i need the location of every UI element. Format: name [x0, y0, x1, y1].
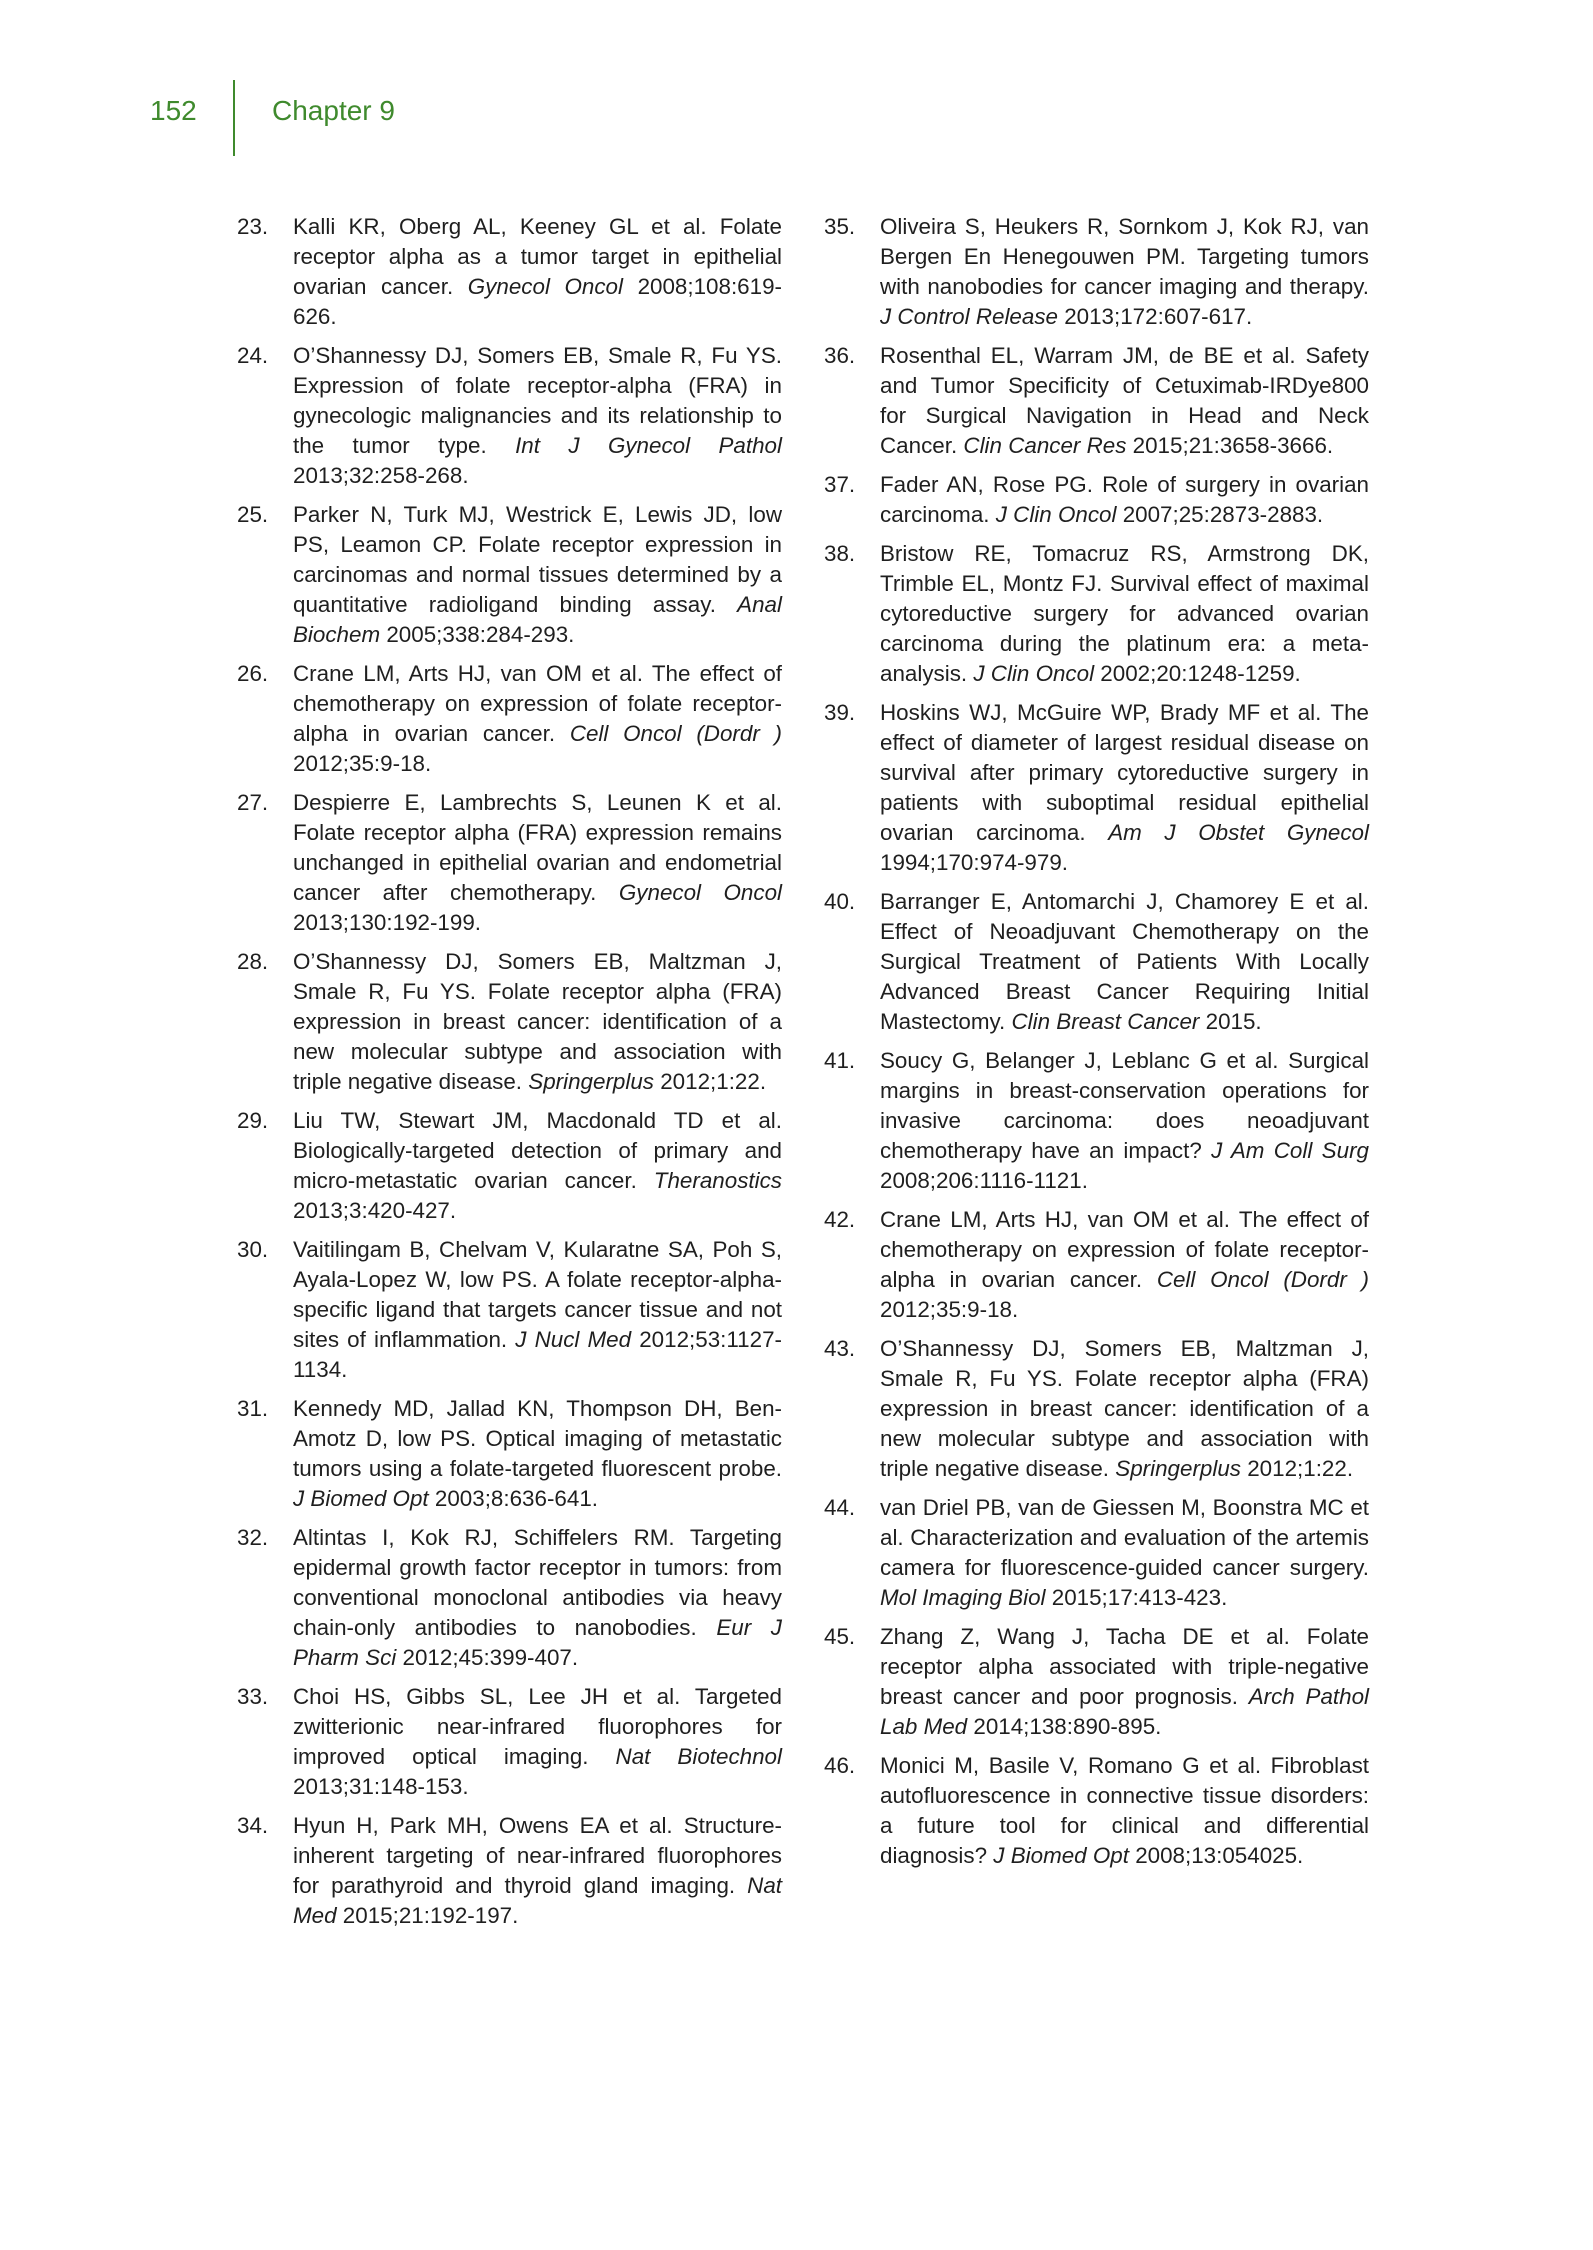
reference-authors-title: Altintas I, Kok RJ, Schiffelers RM. Targeting epidermal growth factor receptor in tumors: from conventional monoclonal antibodies via heavy chain-only antibodies to nanobodies.	[293, 1525, 782, 1640]
reference-journal: Anal Biochem	[293, 592, 782, 647]
reference-citation: 2002;20:1248-1259.	[1100, 661, 1301, 686]
reference-item	[824, 1493, 1369, 1613]
reference-text	[880, 1205, 1369, 1325]
reference-journal: J Clin Oncol	[973, 661, 1095, 686]
page-number: 152	[150, 95, 197, 126]
reference-journal: J Control Release	[880, 304, 1058, 329]
reference-number: 26.	[237, 661, 269, 686]
reference-text	[293, 788, 782, 938]
reference-journal: Theranostics	[653, 1168, 782, 1193]
reference-text	[293, 212, 782, 332]
reference-citation: 2012;53:1127-1134.	[293, 1327, 782, 1382]
reference-text	[880, 1046, 1369, 1196]
reference-citation: 2012;1:22.	[660, 1069, 767, 1094]
reference-text	[880, 1334, 1369, 1484]
reference-citation: 2015;17:413-423.	[1051, 1585, 1228, 1610]
reference-column-left	[237, 212, 782, 1940]
reference-number: 31.	[237, 1396, 269, 1421]
reference-number: 46.	[824, 1753, 856, 1778]
reference-text	[880, 1622, 1369, 1742]
reference-text	[293, 947, 782, 1097]
reference-journal: Eur J Pharm Sci	[293, 1615, 782, 1670]
reference-citation: 2013;32:258-268.	[293, 463, 469, 488]
reference-citation: 2003;8:636-641.	[434, 1486, 598, 1511]
reference-text	[880, 470, 1369, 530]
reference-item	[824, 539, 1369, 689]
reference-authors-title: O’Shannessy DJ, Somers EB, Smale R, Fu YS. Expression of folate receptor-alpha (FRA) in gynecologic malignancies and its relationship to the tumor type.	[293, 343, 782, 458]
reference-journal: Cell Oncol (Dordr )	[569, 721, 782, 746]
reference-journal: Gynecol Oncol	[467, 274, 623, 299]
reference-text	[880, 887, 1369, 1037]
reference-number: 43.	[824, 1336, 856, 1361]
reference-number: 29.	[237, 1108, 269, 1133]
reference-citation: 2008;13:054025.	[1135, 1843, 1304, 1868]
reference-citation: 2008;206:1116-1121.	[880, 1168, 1088, 1193]
reference-number: 40.	[824, 889, 856, 914]
reference-authors-title: Fader AN, Rose PG. Role of surgery in ovarian carcinoma.	[880, 472, 1369, 527]
reference-authors-title: Choi HS, Gibbs SL, Lee JH et al. Targeted zwitterionic near-infrared fluorophores for improved optical imaging.	[293, 1684, 782, 1769]
reference-journal: Arch Pathol Lab Med	[880, 1684, 1370, 1739]
reference-journal: J Am Coll Surg	[1211, 1138, 1369, 1163]
reference-authors-title: van Driel PB, van de Giessen M, Boonstra MC et al. Characterization and evaluation of the artemis camera for fluorescence-guided cancer surgery.	[880, 1495, 1369, 1580]
reference-number: 34.	[237, 1813, 269, 1838]
reference-text	[880, 212, 1369, 332]
reference-text	[293, 1394, 782, 1514]
reference-text	[293, 1682, 782, 1802]
reference-number: 36.	[824, 343, 856, 368]
reference-number: 30.	[237, 1237, 269, 1262]
reference-journal: Nat Med	[293, 1873, 782, 1928]
reference-journal: Clin Cancer Res	[963, 433, 1127, 458]
reference-authors-title: Barranger E, Antomarchi J, Chamorey E et al. Effect of Neoadjuvant Chemotherapy on the Surgical Treatment of Patients With Locally Advanced Breast Cancer Requiring Initial Mastectomy.	[880, 889, 1369, 1034]
reference-item	[824, 341, 1369, 461]
reference-item	[824, 1622, 1369, 1742]
reference-authors-title: Crane LM, Arts HJ, van OM et al. The effect of chemotherapy on expression of folate receptor-alpha in ovarian cancer.	[293, 661, 782, 746]
reference-item	[237, 1682, 782, 1802]
reference-journal: J Biomed Opt	[293, 1486, 429, 1511]
reference-citation: 2013;31:148-153.	[293, 1774, 469, 1799]
reference-item	[237, 341, 782, 491]
reference-journal: Springerplus	[528, 1069, 654, 1094]
reference-citation: 2015;21:192-197.	[342, 1903, 519, 1928]
reference-item	[237, 1811, 782, 1931]
reference-citation: 2015.	[1205, 1009, 1262, 1034]
reference-citation: 2012;35:9-18.	[293, 751, 432, 776]
reference-authors-title: Hyun H, Park MH, Owens EA et al. Structure-inherent targeting of near-infrared fluorophores for parathyroid and thyroid gland imaging.	[293, 1813, 782, 1898]
reference-authors-title: Despierre E, Lambrechts S, Leunen K et al. Folate receptor alpha (FRA) expression remains unchanged in epithelial ovarian and endometrial cancer after chemotherapy.	[293, 790, 782, 905]
reference-text	[880, 539, 1369, 689]
reference-citation: 2014;138:890-895.	[973, 1714, 1162, 1739]
reference-number: 28.	[237, 949, 269, 974]
reference-number: 24.	[237, 343, 269, 368]
reference-journal: Cell Oncol (Dordr )	[1156, 1267, 1369, 1292]
reference-item	[824, 1751, 1369, 1871]
reference-text	[293, 1235, 782, 1385]
reference-item	[237, 1394, 782, 1514]
reference-citation: 2012;45:399-407.	[402, 1645, 579, 1670]
reference-authors-title: Parker N, Turk MJ, Westrick E, Lewis JD, low PS, Leamon CP. Folate receptor expression in carcinomas and normal tissues determined by a quantitative radioligand binding assay.	[293, 502, 782, 617]
reference-item	[237, 500, 782, 650]
reference-journal: Gynecol Oncol	[618, 880, 782, 905]
header-divider	[233, 80, 235, 156]
reference-item	[824, 698, 1369, 878]
reference-citation: 2013;3:420-427.	[293, 1198, 457, 1223]
reference-authors-title: O’Shannessy DJ, Somers EB, Maltzman J, Smale R, Fu YS. Folate receptor alpha (FRA) expression in breast cancer: identification of a new molecular subtype and association with triple negative disease.	[880, 1336, 1369, 1481]
reference-citation: 2008;108:619-626.	[293, 274, 782, 329]
reference-text	[293, 1523, 782, 1673]
reference-number: 39.	[824, 700, 856, 725]
reference-authors-title: O’Shannessy DJ, Somers EB, Maltzman J, Smale R, Fu YS. Folate receptor alpha (FRA) expression in breast cancer: identification of a new molecular subtype and association with triple negative disease.	[293, 949, 782, 1094]
page-header	[0, 0, 1593, 170]
reference-number: 25.	[237, 502, 269, 527]
reference-journal: Mol Imaging Biol	[880, 1585, 1046, 1610]
reference-number: 23.	[237, 214, 269, 239]
reference-journal: Am J Obstet Gynecol	[1108, 820, 1369, 845]
reference-citation: 2013;130:192-199.	[293, 910, 482, 935]
reference-item	[824, 887, 1369, 1037]
chapter-title: Chapter 9	[272, 95, 395, 126]
reference-text	[880, 341, 1369, 461]
reference-authors-title: Rosenthal EL, Warram JM, de BE et al. Safety and Tumor Specificity of Cetuximab-IRDye800 for Surgical Navigation in Head and Neck Cancer.	[880, 343, 1369, 458]
reference-number: 37.	[824, 472, 856, 497]
reference-item	[824, 470, 1369, 530]
reference-item	[237, 659, 782, 779]
reference-authors-title: Kennedy MD, Jallad KN, Thompson DH, Ben-Amotz D, low PS. Optical imaging of metastatic tumors using a folate-targeted fluorescent probe.	[293, 1396, 782, 1481]
reference-item	[237, 788, 782, 938]
reference-number: 33.	[237, 1684, 269, 1709]
reference-citation: 2007;25:2873-2883.	[1122, 502, 1324, 527]
reference-number: 45.	[824, 1624, 856, 1649]
reference-authors-title: Soucy G, Belanger J, Leblanc G et al. Surgical margins in breast-conservation operations for invasive carcinoma: does neoadjuvant chemotherapy have an impact?	[880, 1048, 1369, 1163]
reference-authors-title: Oliveira S, Heukers R, Sornkom J, Kok RJ, van Bergen En Henegouwen PM. Targeting tumors with nanobodies for cancer imaging and therapy.	[880, 214, 1369, 299]
reference-text	[293, 659, 782, 779]
reference-item	[824, 1334, 1369, 1484]
reference-item	[237, 1523, 782, 1673]
reference-number: 35.	[824, 214, 856, 239]
reference-number: 27.	[237, 790, 269, 815]
reference-authors-title: Kalli KR, Oberg AL, Keeney GL et al. Folate receptor alpha as a tumor target in epithelial ovarian cancer.	[293, 214, 782, 299]
reference-citation: 2012;35:9-18.	[880, 1297, 1019, 1322]
reference-citation: 2005;338:284-293.	[386, 622, 575, 647]
reference-authors-title: Crane LM, Arts HJ, van OM et al. The effect of chemotherapy on expression of folate receptor-alpha in ovarian cancer.	[880, 1207, 1369, 1292]
reference-journal: J Biomed Opt	[993, 1843, 1129, 1868]
reference-text	[293, 341, 782, 491]
reference-text	[880, 1751, 1369, 1871]
reference-number: 32.	[237, 1525, 269, 1550]
reference-authors-title: Hoskins WJ, McGuire WP, Brady MF et al. The effect of diameter of largest residual disease on survival after primary cytoreductive surgery in patients with suboptimal residual epithelial ovarian carcinoma.	[880, 700, 1369, 845]
reference-item	[237, 1106, 782, 1226]
reference-citation: 2012;1:22.	[1247, 1456, 1354, 1481]
reference-journal: J Clin Oncol	[995, 502, 1117, 527]
reference-authors-title: Bristow RE, Tomacruz RS, Armstrong DK, Trimble EL, Montz FJ. Survival effect of maximal cytoreductive surgery for advanced ovarian carcinoma during the platinum era: a meta-analysis.	[880, 541, 1369, 686]
reference-journal: Springerplus	[1115, 1456, 1241, 1481]
reference-citation: 2013;172:607-617.	[1064, 304, 1253, 329]
reference-item	[824, 212, 1369, 332]
reference-item	[824, 1205, 1369, 1325]
reference-item	[237, 1235, 782, 1385]
reference-number: 44.	[824, 1495, 856, 1520]
reference-journal: J Nucl Med	[515, 1327, 632, 1352]
reference-authors-title: Vaitilingam B, Chelvam V, Kularatne SA, Poh S, Ayala-Lopez W, low PS. A folate receptor-alpha-specific ligand that targets cancer tissue and not sites of inflammation.	[293, 1237, 782, 1352]
reference-number: 41.	[824, 1048, 856, 1073]
reference-authors-title: Zhang Z, Wang J, Tacha DE et al. Folate receptor alpha associated with triple-negative breast cancer and poor prognosis.	[880, 1624, 1369, 1709]
reference-item	[237, 212, 782, 332]
reference-citation: 2015;21:3658-3666.	[1132, 433, 1334, 458]
reference-text	[293, 1106, 782, 1226]
reference-text	[293, 500, 782, 650]
reference-authors-title: Liu TW, Stewart JM, Macdonald TD et al. Biologically-targeted detection of primary and micro-metastatic ovarian cancer.	[293, 1108, 782, 1193]
reference-text	[880, 1493, 1369, 1613]
reference-item	[237, 947, 782, 1097]
reference-item	[824, 1046, 1369, 1196]
reference-text	[880, 698, 1369, 878]
reference-text	[293, 1811, 782, 1931]
reference-journal: Clin Breast Cancer	[1011, 1009, 1200, 1034]
reference-number: 38.	[824, 541, 856, 566]
reference-citation: 1994;170:974-979.	[880, 850, 1069, 875]
reference-number: 42.	[824, 1207, 856, 1232]
reference-column-right	[824, 212, 1369, 1880]
reference-journal: Int J Gynecol Pathol	[515, 433, 782, 458]
reference-journal: Nat Biotechnol	[615, 1744, 782, 1769]
reference-authors-title: Monici M, Basile V, Romano G et al. Fibroblast autofluorescence in connective tissue disorders: a future tool for clinical and differential diagnosis?	[880, 1753, 1369, 1868]
